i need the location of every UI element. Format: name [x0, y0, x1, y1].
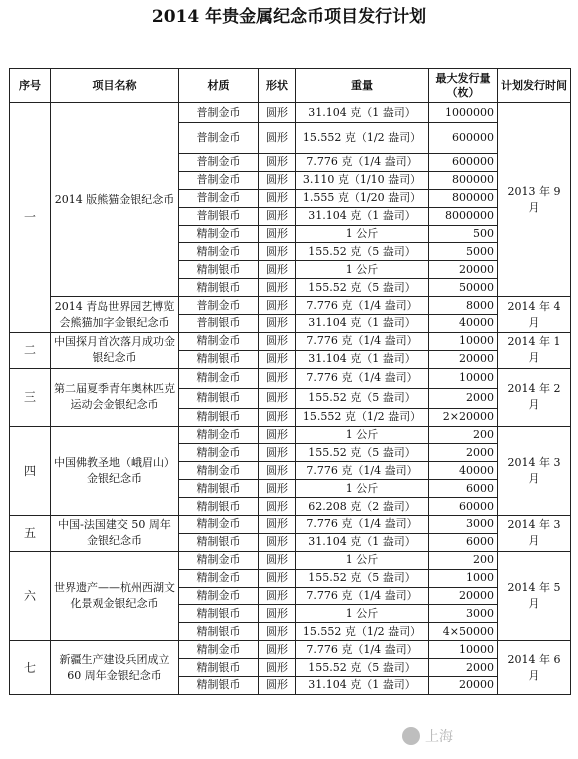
shape-cell: 圆形 — [259, 677, 296, 695]
shape-cell: 圆形 — [259, 103, 296, 123]
weight-cell: 7.776 克（1/4 盎司） — [296, 368, 429, 388]
quantity-cell: 20000 — [429, 261, 498, 279]
quantity-cell: 800000 — [429, 171, 498, 189]
weight-cell: 1 公斤 — [296, 605, 429, 623]
material-cell: 精制银币 — [179, 677, 259, 695]
quantity-cell: 8000 — [429, 297, 498, 315]
material-cell: 精制银币 — [179, 623, 259, 641]
watermark-text: 上海 — [425, 729, 453, 745]
weight-cell: 31.104 克（1 盎司） — [296, 315, 429, 333]
quantity-cell: 6000 — [429, 533, 498, 551]
quantity-cell: 500 — [429, 225, 498, 243]
shape-cell: 圆形 — [259, 480, 296, 498]
header-name: 项目名称 — [51, 69, 179, 103]
quantity-cell: 600000 — [429, 123, 498, 154]
quantity-cell: 3000 — [429, 516, 498, 534]
group-seq: 一 — [10, 103, 51, 333]
weight-cell: 155.52 克（5 盎司） — [296, 444, 429, 462]
material-cell: 普制金币 — [179, 154, 259, 172]
project-name: 第二届夏季青年奥林匹克运动会金银纪念币 — [51, 368, 179, 426]
issue-date: 2013 年 9 月 — [498, 103, 571, 297]
quantity-cell: 1000 — [429, 569, 498, 587]
weight-cell: 7.776 克（1/4 盎司） — [296, 641, 429, 659]
quantity-cell: 60000 — [429, 498, 498, 516]
quantity-cell: 10000 — [429, 332, 498, 350]
material-cell: 普制银币 — [179, 315, 259, 333]
shape-cell: 圆形 — [259, 154, 296, 172]
shape-cell: 圆形 — [259, 569, 296, 587]
project-name: 2014 版熊猫金银纪念币 — [51, 103, 179, 297]
quantity-cell: 5000 — [429, 243, 498, 261]
project-name: 中国-法国建交 50 周年金银纪念币 — [51, 516, 179, 552]
material-cell: 精制银币 — [179, 279, 259, 297]
weight-cell: 7.776 克（1/4 盎司） — [296, 516, 429, 534]
header-quantity: 最大发行量（枚） — [429, 69, 498, 103]
shape-cell: 圆形 — [259, 426, 296, 444]
issue-date: 2014 年 6 月 — [498, 641, 571, 695]
table-row — [10, 516, 571, 534]
issue-date: 2014 年 5 月 — [498, 551, 571, 640]
material-cell: 精制金币 — [179, 444, 259, 462]
shape-cell: 圆形 — [259, 243, 296, 261]
header-seq: 序号 — [10, 69, 51, 103]
weight-cell: 1 公斤 — [296, 551, 429, 569]
material-cell: 精制银币 — [179, 480, 259, 498]
table-row — [10, 332, 571, 350]
header-shape: 形状 — [259, 69, 296, 103]
shape-cell: 圆形 — [259, 261, 296, 279]
table-row — [10, 368, 571, 388]
material-cell: 精制金币 — [179, 332, 259, 350]
quantity-cell: 40000 — [429, 462, 498, 480]
shape-cell: 圆形 — [259, 462, 296, 480]
material-cell: 精制金币 — [179, 587, 259, 605]
group-seq: 四 — [10, 426, 51, 515]
material-cell: 普制金币 — [179, 171, 259, 189]
weight-cell: 7.776 克（1/4 盎司） — [296, 462, 429, 480]
shape-cell: 圆形 — [259, 533, 296, 551]
material-cell: 精制金币 — [179, 641, 259, 659]
shape-cell: 圆形 — [259, 315, 296, 333]
shape-cell: 圆形 — [259, 551, 296, 569]
quantity-cell: 4×50000 — [429, 623, 498, 641]
weight-cell: 31.104 克（1 盎司） — [296, 207, 429, 225]
weight-cell: 31.104 克（1 盎司） — [296, 677, 429, 695]
material-cell: 精制金币 — [179, 368, 259, 388]
shape-cell: 圆形 — [259, 388, 296, 408]
issue-date: 2014 年 1 月 — [498, 332, 571, 368]
quantity-cell: 2×20000 — [429, 408, 498, 426]
quantity-cell: 50000 — [429, 279, 498, 297]
issue-date: 2014 年 3 月 — [498, 426, 571, 515]
quantity-cell: 200 — [429, 551, 498, 569]
issue-date: 2014 年 3 月 — [498, 516, 571, 552]
issue-date: 2014 年 4 月 — [498, 297, 571, 333]
weight-cell: 7.776 克（1/4 盎司） — [296, 587, 429, 605]
material-cell: 精制银币 — [179, 261, 259, 279]
material-cell: 精制金币 — [179, 516, 259, 534]
material-cell: 精制银币 — [179, 659, 259, 677]
quantity-cell: 40000 — [429, 315, 498, 333]
group-seq: 二 — [10, 332, 51, 368]
shape-cell: 圆形 — [259, 332, 296, 350]
weight-cell: 31.104 克（1 盎司） — [296, 103, 429, 123]
weight-cell: 7.776 克（1/4 盎司） — [296, 154, 429, 172]
quantity-cell: 2000 — [429, 388, 498, 408]
shape-cell: 圆形 — [259, 444, 296, 462]
material-cell: 精制金币 — [179, 243, 259, 261]
table-body — [10, 103, 571, 695]
weight-cell: 7.776 克（1/4 盎司） — [296, 332, 429, 350]
shape-cell: 圆形 — [259, 350, 296, 368]
table-header-row — [10, 69, 571, 103]
shape-cell: 圆形 — [259, 623, 296, 641]
weight-cell: 31.104 克（1 盎司） — [296, 350, 429, 368]
shape-cell: 圆形 — [259, 225, 296, 243]
material-cell: 普制金币 — [179, 103, 259, 123]
shape-cell: 圆形 — [259, 498, 296, 516]
quantity-cell: 8000000 — [429, 207, 498, 225]
weight-cell: 15.552 克（1/2 盎司） — [296, 123, 429, 154]
issue-date: 2014 年 2 月 — [498, 368, 571, 426]
weight-cell: 1 公斤 — [296, 480, 429, 498]
shape-cell: 圆形 — [259, 641, 296, 659]
shape-cell: 圆形 — [259, 408, 296, 426]
material-cell: 精制金币 — [179, 225, 259, 243]
header-material: 材质 — [179, 69, 259, 103]
group-seq: 三 — [10, 368, 51, 426]
quantity-cell: 20000 — [429, 677, 498, 695]
material-cell: 精制金币 — [179, 462, 259, 480]
weight-cell: 62.208 克（2 盎司） — [296, 498, 429, 516]
quantity-cell: 200 — [429, 426, 498, 444]
quantity-cell: 20000 — [429, 587, 498, 605]
material-cell: 精制金币 — [179, 426, 259, 444]
page-title: 2014 年贵金属纪念币项目发行计划 — [151, 7, 427, 27]
material-cell: 精制金币 — [179, 569, 259, 587]
quantity-cell: 1000000 — [429, 103, 498, 123]
material-cell: 精制银币 — [179, 408, 259, 426]
weight-cell: 155.52 克（5 盎司） — [296, 243, 429, 261]
weight-cell: 31.104 克（1 盎司） — [296, 533, 429, 551]
weight-cell: 7.776 克（1/4 盎司） — [296, 297, 429, 315]
material-cell: 精制银币 — [179, 388, 259, 408]
shape-cell: 圆形 — [259, 297, 296, 315]
weight-cell: 155.52 克（5 盎司） — [296, 569, 429, 587]
project-name: 中国佛教圣地（峨眉山）金银纪念币 — [51, 426, 179, 515]
shape-cell: 圆形 — [259, 207, 296, 225]
shape-cell: 圆形 — [259, 659, 296, 677]
weight-cell: 155.52 克（5 盎司） — [296, 659, 429, 677]
header-weight: 重量 — [296, 69, 429, 103]
weight-cell: 1.555 克（1/20 盎司） — [296, 189, 429, 207]
shape-cell: 圆形 — [259, 368, 296, 388]
project-name: 新疆生产建设兵团成立 60 周年金银纪念币 — [51, 641, 179, 695]
group-seq: 七 — [10, 641, 51, 695]
shape-cell: 圆形 — [259, 279, 296, 297]
shape-cell: 圆形 — [259, 171, 296, 189]
material-cell: 精制银币 — [179, 533, 259, 551]
material-cell: 精制银币 — [179, 605, 259, 623]
project-name: 中国探月首次落月成功金银纪念币 — [51, 332, 179, 368]
weight-cell: 15.552 克（1/2 盎司） — [296, 408, 429, 426]
shape-cell: 圆形 — [259, 123, 296, 154]
material-cell: 精制金币 — [179, 551, 259, 569]
watermark — [402, 725, 572, 747]
quantity-cell: 10000 — [429, 641, 498, 659]
weight-cell: 15.552 克（1/2 盎司） — [296, 623, 429, 641]
shape-cell: 圆形 — [259, 587, 296, 605]
table-row — [10, 551, 571, 569]
weight-cell: 155.52 克（5 盎司） — [296, 279, 429, 297]
quantity-cell: 10000 — [429, 368, 498, 388]
weight-cell: 3.110 克（1/10 盎司） — [296, 171, 429, 189]
table-row — [10, 641, 571, 659]
quantity-cell: 800000 — [429, 189, 498, 207]
group-seq: 五 — [10, 516, 51, 552]
project-name: 世界遗产——杭州西湖文化景观金银纪念币 — [51, 551, 179, 640]
shape-cell: 圆形 — [259, 605, 296, 623]
quantity-cell: 2000 — [429, 444, 498, 462]
material-cell: 普制金币 — [179, 297, 259, 315]
material-cell: 普制金币 — [179, 123, 259, 154]
material-cell: 普制金币 — [179, 189, 259, 207]
table-row — [10, 297, 571, 315]
weight-cell: 1 公斤 — [296, 426, 429, 444]
table-row — [10, 426, 571, 444]
material-cell: 普制银币 — [179, 207, 259, 225]
material-cell: 精制银币 — [179, 350, 259, 368]
weight-cell: 155.52 克（5 盎司） — [296, 388, 429, 408]
header-date: 计划发行时间 — [498, 69, 571, 103]
shape-cell: 圆形 — [259, 189, 296, 207]
material-cell: 精制银币 — [179, 498, 259, 516]
quantity-cell: 2000 — [429, 659, 498, 677]
quantity-cell: 20000 — [429, 350, 498, 368]
weight-cell: 1 公斤 — [296, 261, 429, 279]
project-name: 2014 青岛世界园艺博览会熊猫加字金银纪念币 — [51, 297, 179, 333]
wechat-icon — [402, 727, 420, 745]
group-seq: 六 — [10, 551, 51, 640]
table-row — [10, 103, 571, 123]
quantity-cell: 600000 — [429, 154, 498, 172]
shape-cell: 圆形 — [259, 516, 296, 534]
quantity-cell: 6000 — [429, 480, 498, 498]
weight-cell: 1 公斤 — [296, 225, 429, 243]
quantity-cell: 3000 — [429, 605, 498, 623]
coin-issuance-table — [9, 68, 571, 695]
